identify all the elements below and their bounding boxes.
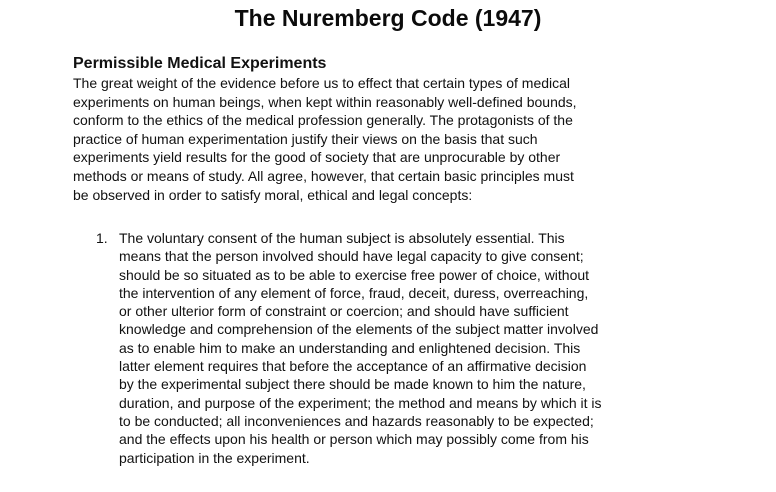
list-item-text <box>119 229 716 467</box>
intro-line: The great weight of the evidence before us to effect that certain types of medical <box>73 75 571 91</box>
list-item-line: or other ulterior form of constraint or coercion; and should have sufficient <box>119 303 569 320</box>
intro-line: methods or means of study. All agree, however, that certain basic principles must <box>73 167 574 184</box>
list-item-line: The voluntary consent of the human subject is absolutely essential. This <box>119 230 565 246</box>
principles-list <box>96 229 716 467</box>
list-item-line: to be conducted; all inconveniences and hazards reasonably to be expected; <box>119 412 594 429</box>
list-item-number: 1. <box>96 230 108 246</box>
list-item-line: latter element requires that before the acceptance of an affirmative decision <box>119 358 587 375</box>
intro-line: be observed in order to satisfy moral, ethical and legal concepts: <box>73 186 473 203</box>
list-item-line: the intervention of any element of force, fraud, deceit, duress, overreaching, <box>119 284 589 301</box>
list-item-line: means that the person involved should have legal capacity to give consent; <box>119 248 584 265</box>
intro-line: experiments yield results for the good of society that are unprocurable by other <box>73 149 561 166</box>
list-item-line: duration, and purpose of the experiment; the method and means by which it is <box>119 394 602 411</box>
section-heading: Permissible Medical Experiments <box>73 55 327 72</box>
list-item-line: by the experimental subject there should be made known to him the nature, <box>119 376 586 393</box>
document-title: The Nuremberg Code (1947) <box>234 5 542 31</box>
list-item-line: knowledge and comprehension of the elements of the subject matter involved <box>119 321 599 338</box>
intro-line: conform to the ethics of the medical profession generally. The protagonists of the <box>73 112 573 129</box>
list-item-line: should be so situated as to be able to exercise free power of choice, without <box>119 266 590 283</box>
list-item-line: and the effects upon his health or person which may possibly come from his <box>119 431 589 448</box>
list-item-line: participation in the experiment. <box>119 449 310 466</box>
intro-line: experiments on human beings, when kept within reasonably well-defined bounds, <box>73 93 577 110</box>
intro-paragraph <box>73 74 733 204</box>
intro-line: practice of human experimentation justify their views on the basis that such <box>73 130 538 147</box>
list-item-line: as to enable him to make an understanding and enlightened decision. This <box>119 339 581 356</box>
list-item <box>96 229 716 467</box>
